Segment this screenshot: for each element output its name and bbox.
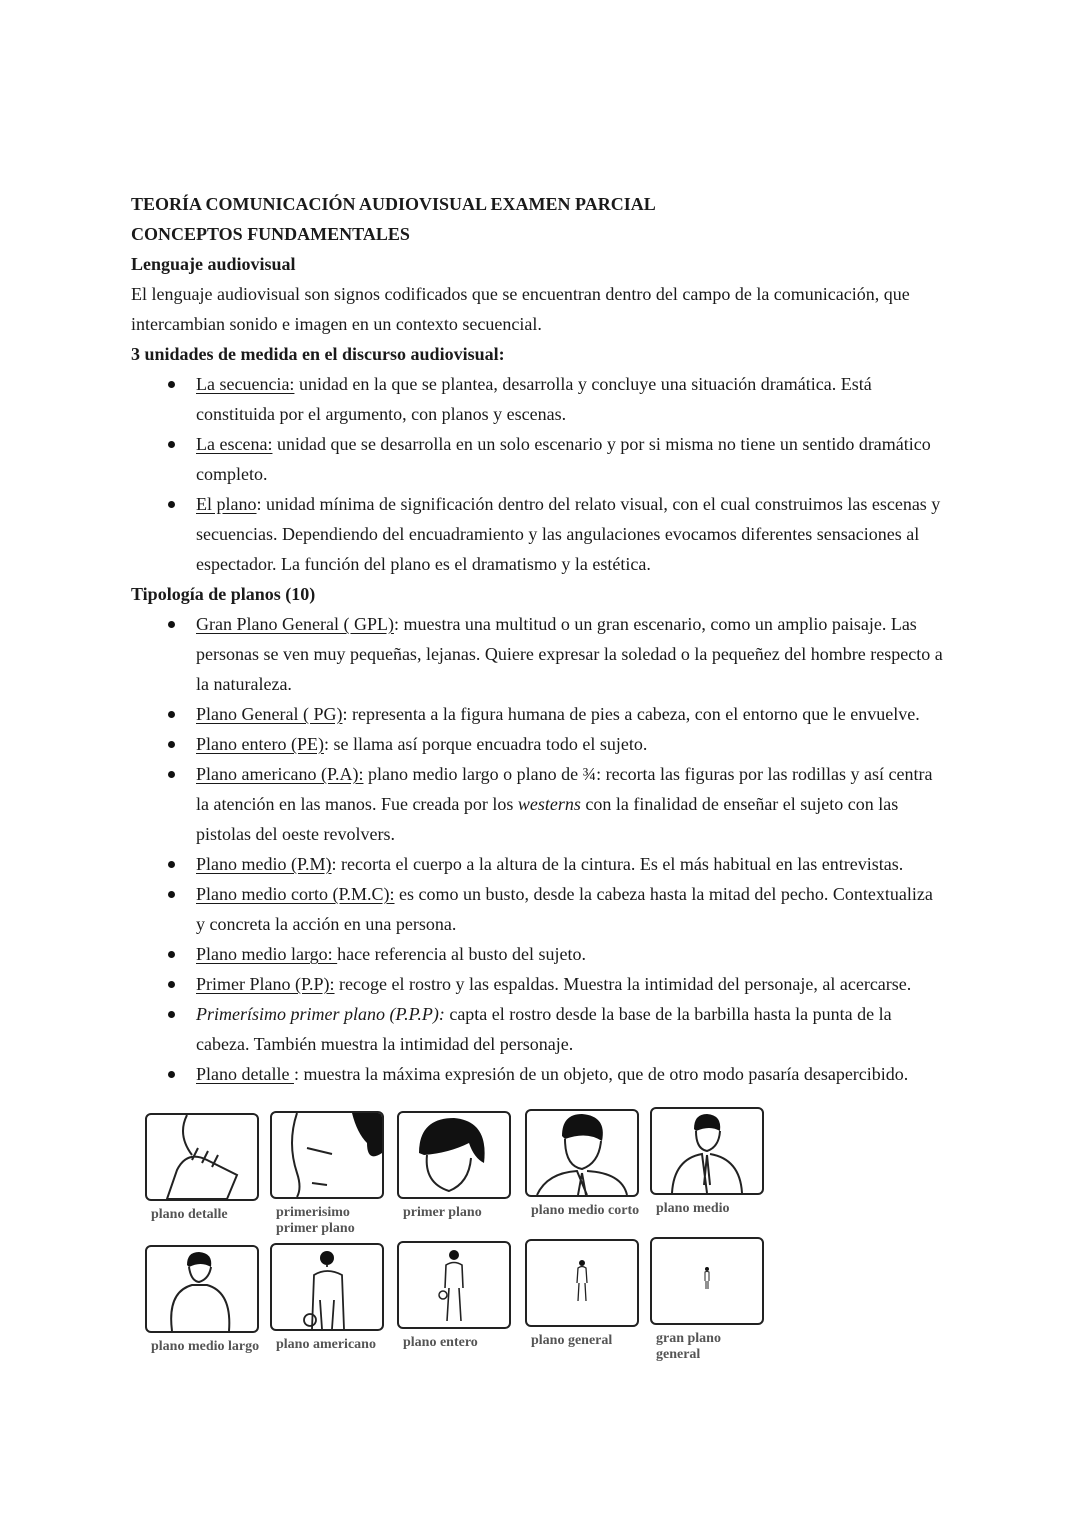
- term: Plano detalle: [196, 1064, 294, 1084]
- head-illustration: [397, 1111, 511, 1199]
- caption: plano general: [531, 1333, 613, 1348]
- term: Plano medio largo:: [196, 944, 338, 964]
- list-item: [196, 759, 946, 849]
- full-body-illustration: [397, 1241, 511, 1329]
- figure-cell-plano-medio: [650, 1107, 766, 1217]
- term: Plano medio (P.M): [196, 854, 332, 874]
- list-item: [196, 729, 946, 759]
- definition-italic: westerns: [517, 794, 581, 814]
- paragraph-lenguaje: El lenguaje audiovisual son signos codificados que se encuentran dentro del campo de la comunicación, que intercambian sonido e imagen en un contexto secuencial.: [131, 284, 910, 334]
- definition: capta el rostro desde la base de la barbilla hasta la punta de la cabeza. También muestra la intimidad del personaje.: [196, 1004, 892, 1054]
- term: Primerísimo primer plano (P.P.P):: [196, 1004, 445, 1024]
- caption: primerisimo primer plano: [276, 1205, 355, 1236]
- section-heading-tipologia: Tipología de planos (10): [131, 584, 316, 604]
- caption: plano medio largo: [151, 1339, 260, 1354]
- term: Plano entero (PE): [196, 734, 324, 754]
- definition: unidad que se desarrolla en un solo escenario y por si misma no tiene un sentido dramático completo.: [196, 434, 931, 484]
- definition: hace referencia al busto del sujeto.: [337, 944, 587, 964]
- list-item: [196, 489, 946, 579]
- torso-illustration: [145, 1245, 259, 1333]
- definition: recoge el rostro y las espaldas. Muestra la intimidad del personaje, al acercarse.: [334, 974, 912, 994]
- list-item: [196, 879, 946, 939]
- definition: : muestra la máxima expresión de un objeto, que de otro modo pasaría desapercibido.: [293, 1064, 909, 1084]
- list-item: [196, 429, 946, 489]
- definition: unidad en la que se plantea, desarrolla y concluye una situación dramática. Está constituida por el argumento, con planos y escenas.: [196, 374, 872, 424]
- term: Primer Plano (P.P):: [196, 974, 335, 994]
- list-item: [196, 1059, 946, 1089]
- waist-up-illustration: [650, 1107, 764, 1195]
- bust-illustration: [525, 1109, 639, 1197]
- figure-cell-primerisimo: [270, 1111, 386, 1237]
- term: Plano medio corto (P.M.C):: [196, 884, 395, 904]
- list-item: [196, 969, 946, 999]
- list-item: [196, 939, 946, 969]
- document-body: [131, 189, 946, 1089]
- definition: plano medio largo o plano de ¾: recorta las figuras por las rodillas y así centra la atención en las manos. Fue creada por los: [196, 764, 933, 814]
- list-item: [196, 369, 946, 429]
- definition: : representa a la figura humana de pies a cabeza, con el entorno que le envuelve.: [342, 704, 920, 724]
- definition: : muestra una multitud o un gran escenario, como un amplio paisaje. Las personas se ven muy pequeñas, lejanas. Quiere expresar la soledad o la pequeñez del hombre respecto a la naturaleza.: [196, 614, 943, 694]
- document-subtitle: CONCEPTOS FUNDAMENTALES: [131, 224, 410, 244]
- figure-cell-plano-entero: [397, 1241, 513, 1351]
- figure-cell-plano-americano: [270, 1243, 386, 1353]
- term: Plano General ( PG): [196, 704, 343, 724]
- unidades-list: [131, 369, 946, 579]
- section-heading-unidades: 3 unidades de medida en el discurso audiovisual:: [131, 344, 505, 364]
- hand-illustration: [145, 1113, 259, 1201]
- term: Gran Plano General ( GPL): [196, 614, 394, 634]
- figure-cell-gran-plano-general: [650, 1237, 766, 1363]
- caption: plano americano: [276, 1337, 376, 1352]
- list-item: [196, 699, 946, 729]
- definition: : recorta el cuerpo a la altura de la cintura. Es el más habitual en las entrevistas.: [331, 854, 904, 874]
- definition-cont: con la finalidad de enseñar el sujeto con las pistolas del oeste revolvers.: [196, 794, 899, 844]
- general-shot-illustration: [525, 1239, 639, 1327]
- tipologia-list: [131, 609, 946, 1089]
- definition: : unidad mínima de significación dentro del relato visual, con el cual construimos las escenas y secuencias. Dependiendo del encuadramiento y las angulaciones evocamos diferentes sensaciones al espectador. La función del plano es el dramatismo y la estética.: [196, 494, 941, 574]
- figure-cell-primer-plano: [397, 1111, 513, 1221]
- figure-cell-plano-general: [525, 1239, 641, 1349]
- shot-types-figure: [140, 1105, 780, 1385]
- term: Plano americano (P.A):: [196, 764, 364, 784]
- definition: es como un busto, desde la cabeza hasta la mitad del pecho. Contextualiza y concreta la acción en una persona.: [196, 884, 933, 934]
- list-item: [196, 849, 946, 879]
- definition: : se llama así porque encuadra todo el sujeto.: [323, 734, 648, 754]
- list-item: [196, 999, 946, 1059]
- figure-cell-plano-medio-corto: [525, 1109, 641, 1219]
- figure-cell-plano-medio-largo: [145, 1245, 261, 1355]
- term: La escena:: [196, 434, 273, 454]
- term: El plano: [196, 494, 257, 514]
- wide-shot-illustration: [650, 1237, 764, 1325]
- section-heading-lenguaje: Lenguaje audiovisual: [131, 254, 296, 274]
- caption: plano detalle: [151, 1207, 228, 1222]
- knees-up-illustration: [270, 1243, 384, 1331]
- caption: plano medio corto: [531, 1203, 640, 1218]
- caption: gran plano general: [656, 1331, 721, 1362]
- list-item: [196, 609, 946, 699]
- document-title: TEORÍA COMUNICACIÓN AUDIOVISUAL EXAMEN PARCIAL: [131, 194, 656, 214]
- face-closeup-illustration: [270, 1111, 384, 1199]
- caption: plano medio: [656, 1201, 730, 1216]
- caption: plano entero: [403, 1335, 478, 1350]
- figure-cell-plano-detalle: [145, 1113, 261, 1223]
- caption: primer plano: [403, 1205, 482, 1220]
- term: La secuencia:: [196, 374, 295, 394]
